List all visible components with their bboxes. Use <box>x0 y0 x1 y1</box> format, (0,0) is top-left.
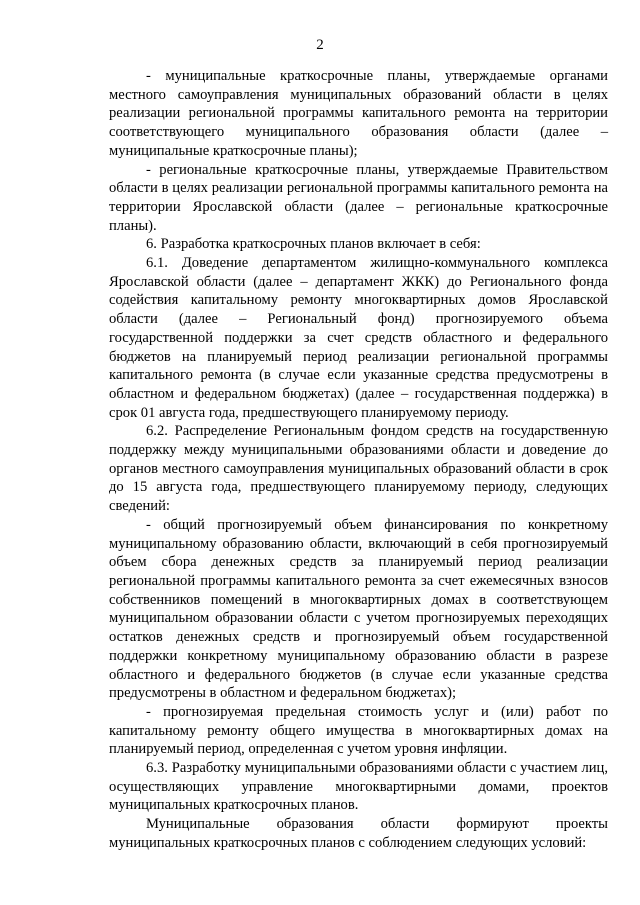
paragraph-municipal-short-term-plans: - муниципальные краткосрочные планы, утверждаемые органами местного самоуправления муниципальных образований области в целях реализации региональной программы капитального ремонта на территории соответствующего муниципального образования области (далее – муниципальные краткосрочные планы); <box>109 68 608 159</box>
paragraph-section-6-1: 6.1. Доведение департаментом жилищно-коммунального комплекса Ярославской области (далее – департамент ЖКК) до Регионального фонда содействия капитальному ремонту многоквартирных домов Ярославской области (далее – Региональный фонд) прогнозируемого объема государственной поддержки за счет средств областного и федерального бюджетов на планируемый период реализации региональной программы капитального ремонта (в случае если указанные средства предусмотрены в областном и федеральном бюджетах) (далее – государственная поддержка) в срок 01 августа года, предшествующего планируемому периоду. <box>109 255 608 421</box>
document-body <box>109 67 608 853</box>
page-number: 2 <box>316 37 324 53</box>
paragraph-regional-short-term-plans: - региональные краткосрочные планы, утверждаемые Правительством области в целях реализации региональной программы капитального ремонта на территории Ярославской области (далее – региональные краткосрочные планы). <box>109 161 608 234</box>
paragraph-total-financing: - общий прогнозируемый объем финансирования по конкретному муниципальному образованию области, включающий в себя прогнозируемый объем сбора денежных средств за планируемый период реализации региональной программы капитального ремонта за счет ежемесячных взносов собственников помещений в многоквартирных домах в соответствующем муниципальном образовании области с учетом прогнозируемых переходящих остатков денежных средств и прогнозируемый объем государственной поддержки конкретному муниципальному образованию области в разрезе областного и федерального бюджетов (в случае если указанные средства предусмотрены в областном и федеральном бюджетах); <box>109 516 608 702</box>
paragraph-section-6: 6. Разработка краткосрочных планов включает в себя: <box>146 236 481 253</box>
paragraph-section-6-3: 6.3. Разработку муниципальными образованиями области с участием лиц, осуществляющих управление многоквартирными домами, проектов муниципальных краткосрочных планов. <box>109 760 608 814</box>
paragraph-section-6-2: 6.2. Распределение Региональным фондом средств на государственную поддержку между муниципальными образованиями области и доведение до органов местного самоуправления муниципальных образований области в срок до 15 августа года, предшествующего планируемому периоду, следующих сведений: <box>109 423 608 515</box>
paragraph-conditions-intro: Муниципальные образования области формируют проекты муниципальных краткосрочных планов с соблюдением следующих условий: <box>109 816 608 851</box>
paragraph-cost-limit: - прогнозируемая предельная стоимость услуг и (или) работ по капитальному ремонту общего имущества в многоквартирных домах на планируемый период, определенная с учетом уровня инфляции. <box>109 703 608 758</box>
